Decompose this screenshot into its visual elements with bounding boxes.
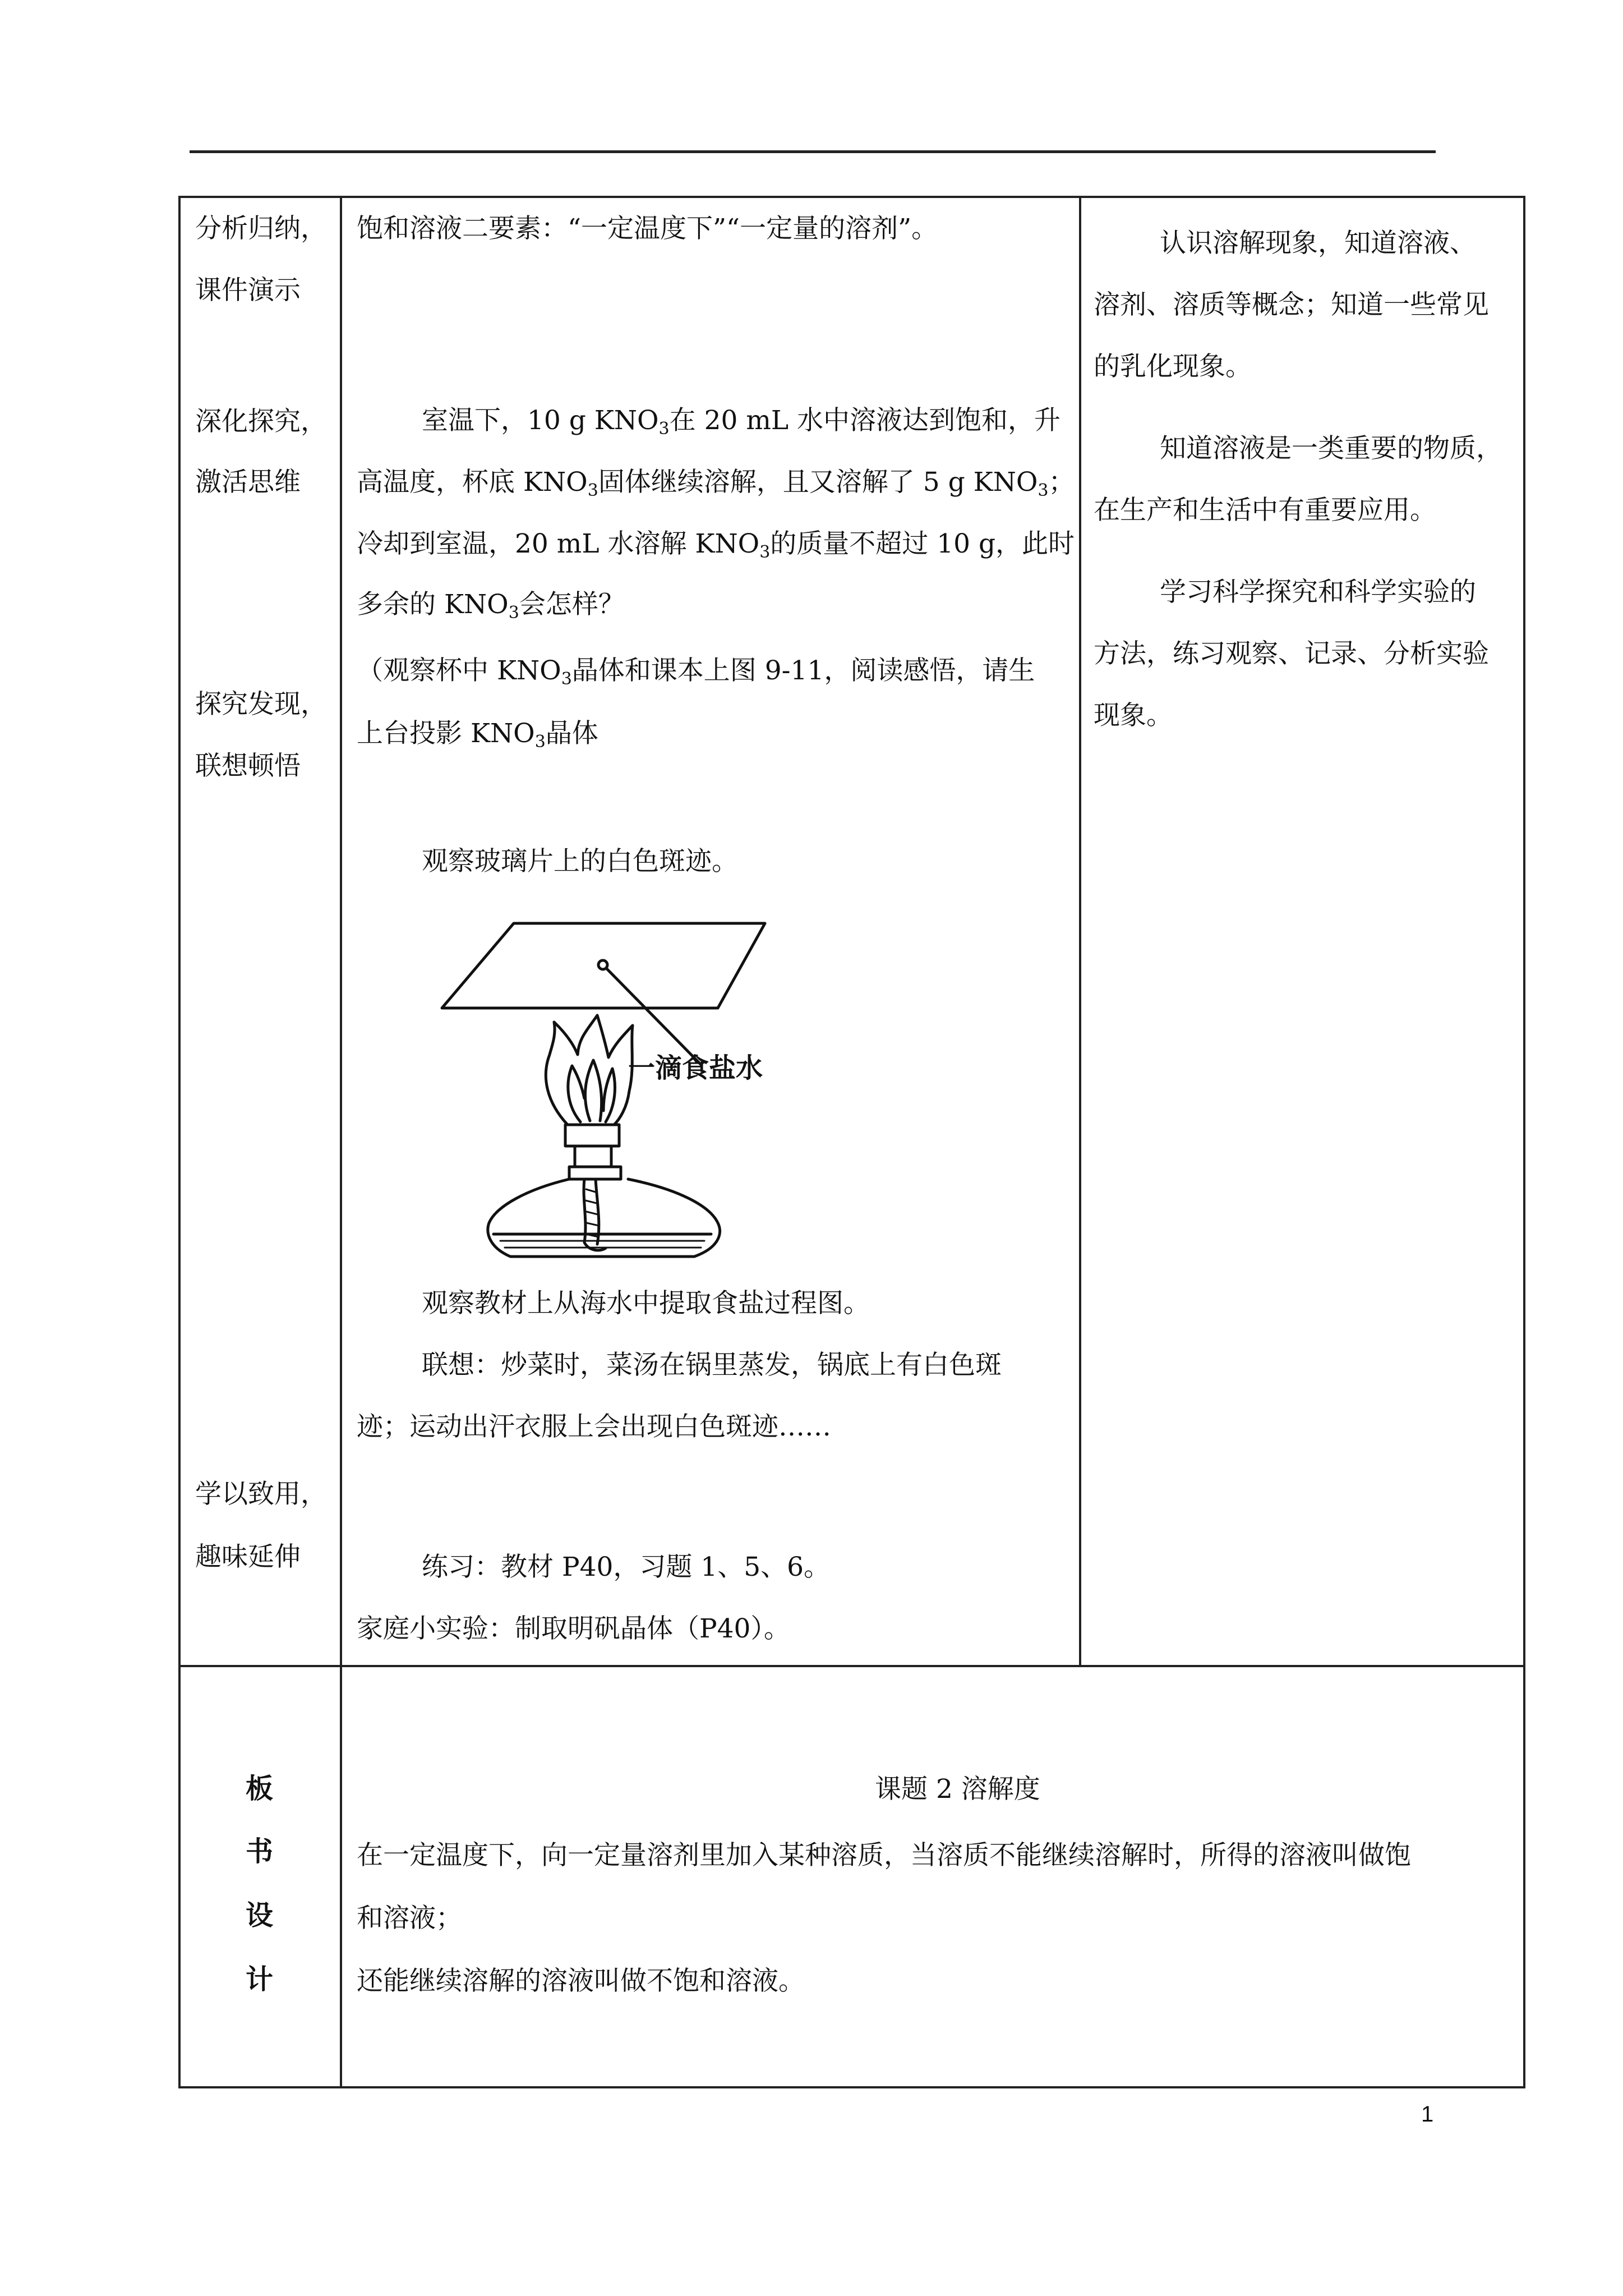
board-label-char: 设: [246, 1899, 274, 1931]
goal-line: 在生产和生活中有重要应用。: [1094, 495, 1436, 526]
saturated-elements: 饱和溶液二要素：“一定温度下”“一定量的溶剂”。: [357, 213, 938, 244]
leader-line: [606, 968, 701, 1065]
label-activate: 激活思维: [195, 467, 301, 498]
alcohol-lamp-figure: [437, 920, 830, 1262]
board-title: 课题 2 溶解度: [875, 1774, 1040, 1805]
association-line2: 迹；运动出汗衣服上会出现白色斑迹……: [357, 1411, 831, 1442]
board-line: 和溶液；: [357, 1903, 462, 1934]
goal-line: 的乳化现象。: [1094, 351, 1252, 382]
lamp-body: [488, 1179, 720, 1257]
col-divider-right: [1079, 196, 1081, 1666]
row-divider: [178, 1665, 1525, 1667]
figure-label: 一滴食盐水: [628, 1052, 763, 1084]
label-discover: 探究发现，: [195, 689, 327, 720]
board-line: 在一定温度下，向一定量溶剂里加入某种溶质，当溶质不能继续溶解时，所得的溶液叫做饱: [357, 1840, 1411, 1871]
paragraph-line: 上台投影 $KNO_3$晶体: [357, 718, 598, 752]
paragraph-line: （观察杯中 $KNO_3$晶体和课本上图 9-11，阅读感悟，请生: [357, 655, 1035, 689]
label-apply: 学以致用，: [195, 1479, 327, 1510]
label-analysis: 分析归纳，: [195, 213, 327, 244]
observe-textbook: 观察教材上从海水中提取食盐过程图。: [422, 1288, 870, 1319]
exercise: 练习：教材 P40，习题 1、5、6。: [422, 1552, 831, 1582]
goal-line: 溶剂、溶质等概念；知道一些常见: [1094, 289, 1489, 320]
board-line: 还能继续溶解的溶液叫做不饱和溶液。: [357, 1966, 805, 1996]
board-label-char: 计: [246, 1963, 274, 1995]
board-label-char: 板: [246, 1772, 274, 1805]
label-insight: 联想顿悟: [195, 751, 301, 781]
board-label-char: 书: [246, 1835, 274, 1867]
observe-glass: 观察玻璃片上的白色斑迹。: [422, 846, 738, 877]
wick-holder: [565, 1125, 619, 1146]
header-rule: [190, 150, 1436, 153]
label-deep-explore: 深化探究，: [195, 406, 327, 437]
home-experiment: 家庭小实验：制取明矾晶体（P40）。: [357, 1613, 790, 1644]
paragraph-line: 室温下，10 g $KNO_3$在 20 mL 水中溶液达到饱和，升: [422, 405, 1061, 439]
goal-line: 学习科学探究和科学实验的: [1160, 577, 1476, 608]
label-demo: 课件演示: [195, 275, 301, 306]
goal-line: 知道溶液是一类重要的物质，: [1160, 433, 1502, 464]
col-divider-left: [340, 196, 342, 2088]
paragraph-line: 冷却到室温，20 mL 水溶解 $KNO_3$的质量不超过 10 g，此时: [357, 528, 1075, 562]
page-number: 1: [1421, 2102, 1434, 2127]
goal-line: 方法，练习观察、记录、分析实验: [1094, 638, 1489, 669]
paragraph-line: 高温度，杯底 $KNO_3$固体继续溶解，且又溶解了 5 g $KNO_3$；: [357, 467, 1075, 500]
goal-line: 现象。: [1094, 700, 1173, 731]
paragraph-line: 多余的 $KNO_3$会怎样？: [357, 589, 625, 623]
goal-line: 认识溶解现象，知道溶液、: [1160, 228, 1476, 259]
label-extend: 趣味延伸: [195, 1542, 301, 1572]
association-line1: 联想：炒菜时，菜汤在锅里蒸发，锅底上有白色斑: [422, 1350, 1002, 1381]
